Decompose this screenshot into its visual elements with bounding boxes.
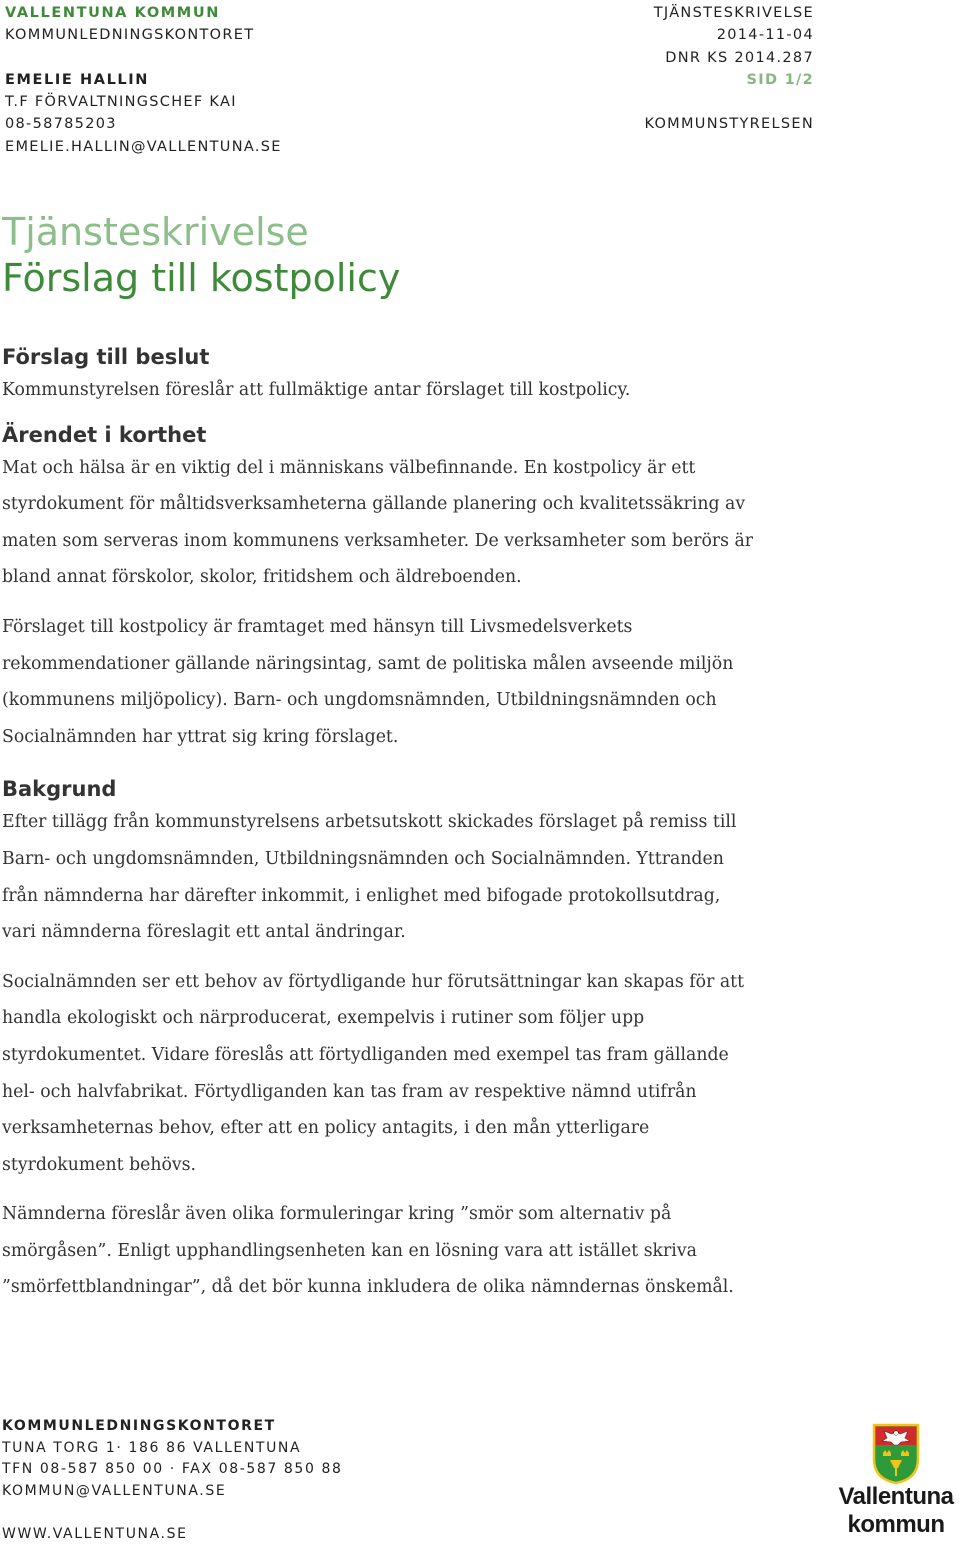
recipient: KOMMUNSTYRELSEN [644,113,814,135]
bakgrund-line: styrdokument behövs. [2,1147,902,1184]
bakgrund-line: vari nämnderna föreslagit ett antal ändringar. [2,914,902,951]
bakgrund-line: handla ekologiskt och närproducerat, exempelvis i rutiner som följer upp [2,1000,902,1037]
korthet-line: rekommendationer gällande näringsintag, samt de politiska målen avseende miljön [2,646,902,683]
author-email: EMELIE.HALLIN@VALLENTUNA.SE [5,136,282,158]
office-name: KOMMUNLEDNINGSKONTORET [5,24,282,46]
bakgrund-line: Nämnderna föreslår även olika formuleringar kring ”smör som alternativ på [2,1196,902,1233]
doc-dnr: DNR KS 2014.287 [644,47,814,69]
vallentuna-crest-icon [872,1423,920,1485]
bakgrund-line: hel- och halvfabrikat. Förtydliganden kan tas fram av respektive nämnd utifrån [2,1074,902,1111]
bakgrund-line: verksamheternas behov, efter att en policy antagits, i den mån ytterligare [2,1110,902,1147]
footer-phones: TFN 08-587 850 00 · FAX 08-587 850 88 [2,1459,343,1481]
section-heading-bakgrund: Bakgrund [2,775,902,804]
bakgrund-line: Socialnämnden ser ett behov av förtydligande hur förutsättningar kan skapas för att [2,964,902,1001]
korthet-line: Socialnämnden har yttrat sig kring förslaget. [2,719,902,756]
document-type-heading: Tjänsteskrivelse [2,209,309,255]
forslag-text: Kommunstyrelsen föreslår att fullmäktige antar förslaget till kostpolicy. [2,372,902,409]
bakgrund-line: ”smörfettblandningar”, då det bör kunna inkludera de olika nämndernas önskemål. [2,1269,902,1306]
vallentuna-logo [832,1421,960,1539]
footer-address: TUNA TORG 1· 186 86 VALLENTUNA [2,1438,343,1460]
author-name: EMELIE HALLIN [5,69,282,91]
korthet-line: (kommunens miljöpolicy). Barn- och ungdomsnämnden, Utbildningsnämnden och [2,682,902,719]
doc-date: 2014-11-04 [644,24,814,46]
bakgrund-line: styrdokumentet. Vidare föreslås att förtydliganden med exempel tas fram gällande [2,1037,902,1074]
document-body [2,343,902,1306]
logo-subname: kommun [832,1511,960,1539]
bakgrund-line: Barn- och ungdomsnämnden, Utbildningsnämnden och Socialnämnden. Yttranden [2,841,902,878]
korthet-line: maten som serveras inom kommunens verksamheter. De verksamheter som berörs är [2,523,902,560]
bakgrund-line: smörgåsen”. Enligt upphandlingsenheten kan en lösning vara att istället skriva [2,1233,902,1270]
header-right [644,2,814,136]
logo-name: Vallentuna [832,1483,960,1511]
korthet-line: Mat och hälsa är en viktig del i människans välbefinnande. En kostpolicy är ett [2,450,902,487]
document-title: Förslag till kostpolicy [2,255,400,301]
section-heading-forslag: Förslag till beslut [2,343,902,372]
footer [2,1416,343,1545]
korthet-line: bland annat förskolor, skolor, fritidshem och äldreboenden. [2,559,902,596]
korthet-line: styrdokument för måltidsverksamheterna gällande planering och kvalitetssäkring av [2,486,902,523]
page-indicator: SID 1/2 [644,69,814,91]
doc-kind: TJÄNSTESKRIVELSE [644,2,814,24]
footer-email: KOMMUN@VALLENTUNA.SE [2,1481,343,1503]
bakgrund-line: från nämnderna har därefter inkommit, i enlighet med bifogade protokollsutdrag, [2,878,902,915]
footer-website: WWW.VALLENTUNA.SE [2,1524,343,1545]
bakgrund-line: Efter tillägg från kommunstyrelsens arbetsutskott skickades förslaget på remiss till [2,804,902,841]
author-phone: 08-58785203 [5,113,282,135]
footer-office: KOMMUNLEDNINGSKONTORET [2,1416,343,1438]
korthet-line: Förslaget till kostpolicy är framtaget med hänsyn till Livsmedelsverkets [2,609,902,646]
author-title: T.F FÖRVALTNINGSCHEF KAI [5,91,282,113]
header-left [5,2,282,158]
section-heading-korthet: Ärendet i korthet [2,421,902,450]
org-name: VALLENTUNA KOMMUN [5,2,282,24]
